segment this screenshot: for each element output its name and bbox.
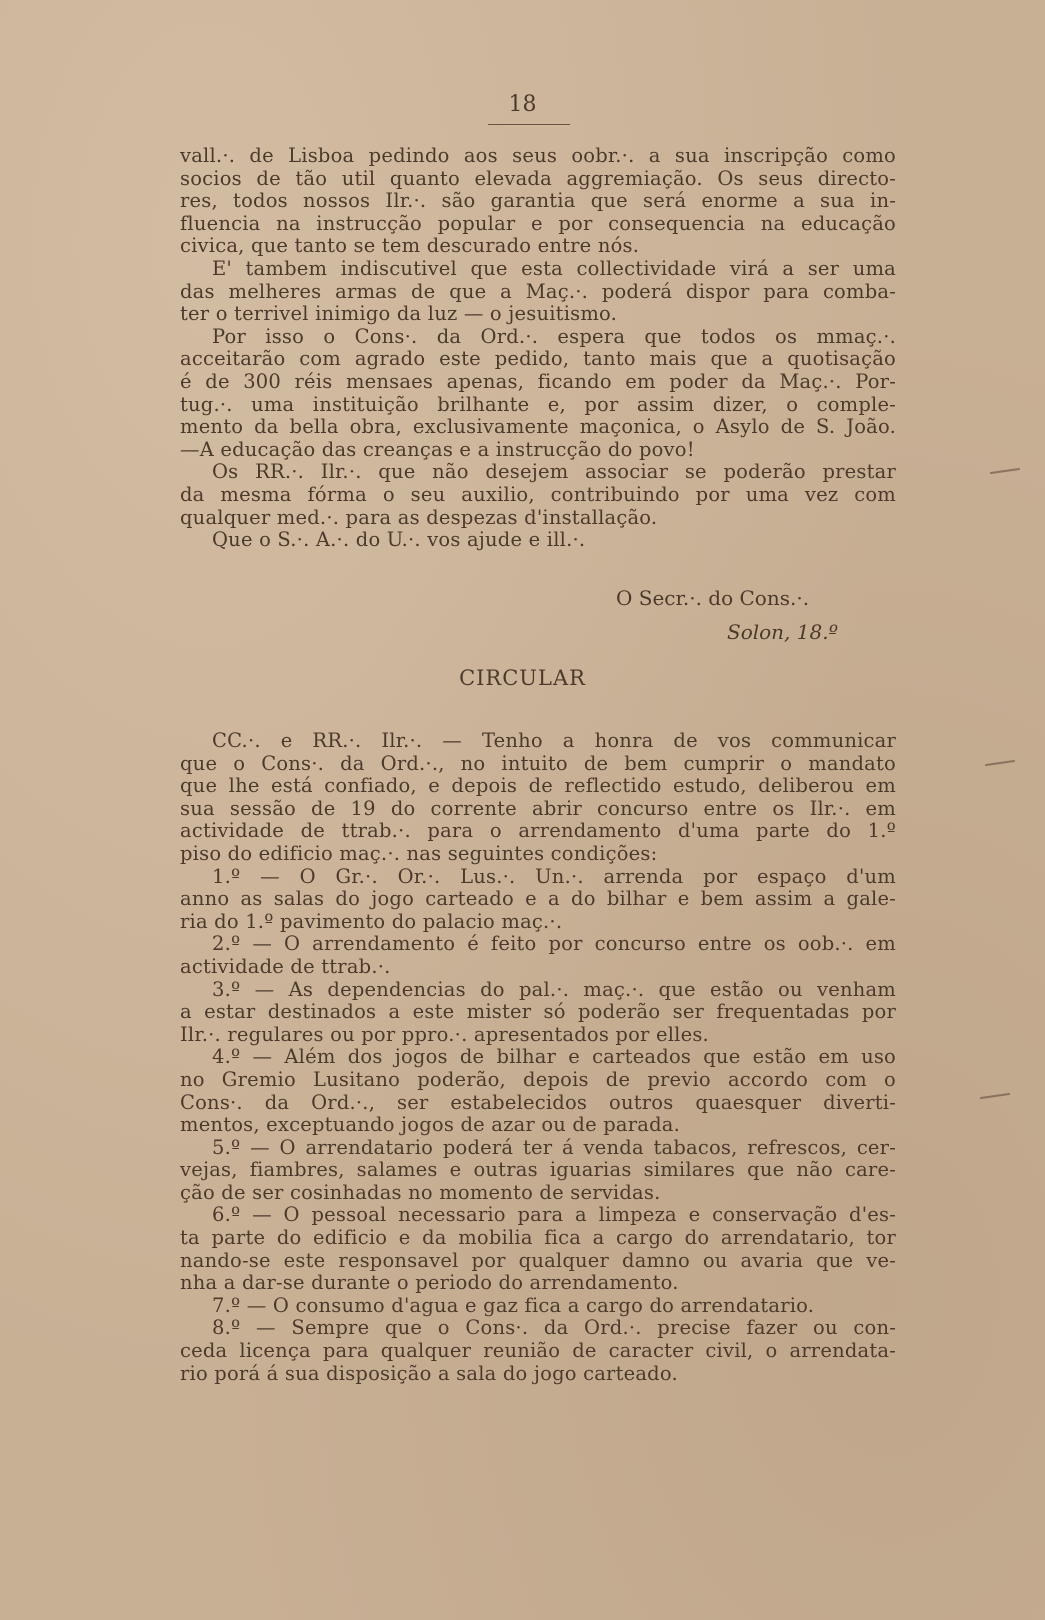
text-line: tug.·. uma instituição brilhante e, por assim dizer, o comple- bbox=[180, 392, 896, 416]
text-line: —A educação das creanças e a instrucção do povo! bbox=[180, 437, 695, 461]
text-line: anno as salas do jogo carteado e a do bilhar e bem assim a gale- bbox=[180, 887, 896, 911]
margin-mark bbox=[985, 760, 1015, 766]
text-line: mentos, exceptuando jogos de azar ou de parada. bbox=[180, 1113, 681, 1137]
text-line: fluencia na instrucção popular e por consequencia na educação bbox=[180, 211, 896, 235]
text-line: civica, que tanto se tem descurado entre nós. bbox=[180, 234, 640, 258]
text-line: 2.º — O arrendamento é feito por concurso entre os oob.·. em bbox=[212, 932, 896, 956]
text-line: das melheres armas de que a Maç.·. poderá dispor para comba- bbox=[180, 279, 896, 303]
text-line: 8.º — Sempre que o Cons·. da Ord.·. precise fazer ou con- bbox=[212, 1316, 896, 1340]
signature-role: O Secr.·. do Cons.·. bbox=[616, 586, 810, 610]
text-line: que lhe está confiado, e depois de reflectido estudo, deliberou em bbox=[180, 774, 896, 798]
text-line: Cons·. da Ord.·., ser estabelecidos outros quaesquer diverti- bbox=[180, 1090, 896, 1114]
text-line: 5.º — O arrendatario poderá ter á venda tabacos, refrescos, cer- bbox=[212, 1135, 896, 1159]
text-line: Ilr.·. regulares ou por ppro.·. apresentados por elles. bbox=[180, 1022, 709, 1046]
circular-body bbox=[180, 730, 896, 1385]
text-line: CC.·. e RR.·. Ilr.·. — Tenho a honra de vos communicar bbox=[212, 729, 896, 752]
text-line: vall.·. de Lisboa pedindo aos seus oobr.·. a sua inscripção como bbox=[180, 144, 896, 167]
text-line: Por isso o Cons·. da Ord.·. espera que todos os mmaç.·. bbox=[212, 324, 896, 348]
text-line: 1.º — O Gr.·. Or.·. Lus.·. Un.·. arrenda por espaço d'um bbox=[212, 864, 896, 888]
text-line: ter o terrivel inimigo da luz — o jesuitismo. bbox=[180, 302, 618, 326]
text-line: socios de tão util quanto elevada aggremiação. Os seus directo- bbox=[180, 166, 896, 190]
text-line: vejas, fiambres, salames e outras iguarias similares que não care- bbox=[180, 1158, 896, 1182]
text-line: piso do edificio maç.·. nas seguintes condições: bbox=[180, 841, 658, 865]
text-line: acceitarão com agrado este pedido, tanto mais que a quotisação bbox=[180, 347, 896, 371]
text-line: actividade de ttrab.·. bbox=[180, 954, 391, 978]
text-line: que o Cons·. da Ord.·., no intuito de bem cumprir o mandato bbox=[180, 751, 896, 775]
text-line: qualquer med.·. para as despezas d'installação. bbox=[180, 505, 658, 529]
circular-heading: CIRCULAR bbox=[459, 666, 586, 690]
text-line: ção de ser cosinhadas no momento de servidas. bbox=[180, 1180, 661, 1204]
text-line: ceda licença para qualquer reunião de caracter civil, o arrendata- bbox=[180, 1339, 896, 1363]
text-line: res, todos nossos Ilr.·. são garantia que será enorme a sua in- bbox=[180, 189, 896, 213]
text-line: a estar destinados a este mister só poderão ser frequentadas por bbox=[180, 1000, 896, 1024]
text-line: mento da bella obra, exclusivamente maçonica, o Asylo de S. João. bbox=[180, 415, 896, 439]
text-line: E' tambem indiscutivel que esta collectividade virá a ser uma bbox=[212, 256, 896, 280]
text-line: Que o S.·. A.·. do U.·. vos ajude e ill.·. bbox=[212, 528, 586, 552]
page-number: 18 bbox=[508, 92, 537, 117]
text-line: sua sessão de 19 do corrente abrir concurso entre os Ilr.·. em bbox=[180, 796, 896, 820]
text-line: 6.º — O pessoal necessario para a limpeza e conservação d'es- bbox=[212, 1203, 896, 1227]
text-line: 7.º — O consumo d'agua e gaz fica a cargo do arrendatario. bbox=[212, 1293, 815, 1317]
text-line: nha a dar-se durante o periodo do arrendamento. bbox=[180, 1271, 679, 1295]
text-line: rio porá á sua disposição a sala do jogo carteado. bbox=[180, 1361, 678, 1385]
signature-name: Solon, 18.º bbox=[727, 620, 838, 644]
text-line: ria do 1.º pavimento do palacio maç.·. bbox=[180, 909, 563, 933]
page-number-rule bbox=[488, 124, 570, 125]
text-line: nando-se este responsavel por qualquer damno ou avaria que ve- bbox=[180, 1248, 896, 1272]
text-line: 4.º — Além dos jogos de bilhar e carteados que estão em uso bbox=[212, 1045, 896, 1069]
text-line: Os RR.·. Ilr.·. que não desejem associar se poderão prestar bbox=[212, 460, 896, 484]
text-line: da mesma fórma o seu auxilio, contribuindo por uma vez com bbox=[180, 482, 896, 506]
letter-body bbox=[180, 145, 896, 552]
text-line: actividade de ttrab.·. para o arrendamento d'uma parte do 1.º bbox=[180, 819, 896, 843]
text-line: no Gremio Lusitano poderão, depois de previo accordo com o bbox=[180, 1067, 896, 1091]
margin-mark bbox=[990, 468, 1020, 474]
text-line: é de 300 réis mensaes apenas, ficando em poder da Maç.·. Por- bbox=[180, 369, 896, 393]
text-line: ta parte do edificio e da mobilia fica a cargo do arrendatario, tor bbox=[180, 1226, 896, 1250]
margin-mark bbox=[980, 1093, 1010, 1099]
text-line: 3.º — As dependencias do pal.·. maç.·. que estão ou venham bbox=[212, 977, 896, 1001]
